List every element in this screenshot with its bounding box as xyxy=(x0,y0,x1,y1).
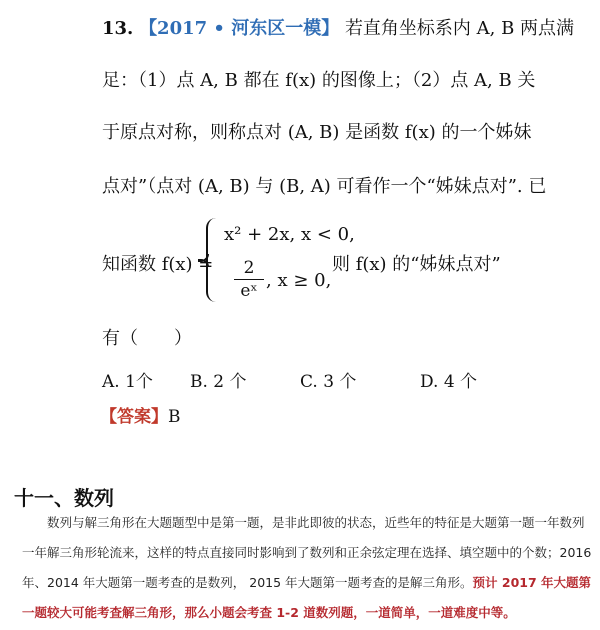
problem-line-6: 有（ ） xyxy=(102,328,192,349)
option-d: D. 4 个 xyxy=(420,372,478,392)
paragraph-highlight-text: 预计 2017 年大题第一题较大可能考查解三角形，那么小题会考查 1-2 道数列题，一道简单，一道难度中等。 xyxy=(22,575,592,620)
piecewise-case-1: x² + 2x, x < 0, xyxy=(224,224,355,245)
fraction-denominator: eˣ xyxy=(240,281,258,301)
section-title: 十一、数列 xyxy=(14,486,114,510)
fraction-bar xyxy=(234,279,264,280)
fraction-numerator: 2 xyxy=(243,258,255,278)
question-number: 13. xyxy=(102,18,134,39)
piecewise-fraction xyxy=(232,258,266,301)
paragraph-normal-text: 数列与解三角形在大题题型中是第一题，是非此即彼的状态，近些年的特征是大题第一题一年数列一年解三角形轮流来，这样的特点直接同时影响到了数列和正余弦定理在选择、填空题中的个数；2016 年、2014 年大题第一题考查的是数列， 2015 年大题第一题考查的是解三角形。 xyxy=(22,515,592,590)
option-b: B. 2 个 xyxy=(190,372,247,392)
answer-value: B xyxy=(168,407,181,427)
function-suffix: 则 f(x) 的“姊妹点对” xyxy=(332,254,501,275)
piecewise-brace xyxy=(206,218,220,302)
question-source: 【2017 • 河东区一模】 xyxy=(139,18,340,39)
problem-line-1 xyxy=(102,14,574,40)
answer xyxy=(100,402,181,427)
option-c: C. 3 个 xyxy=(300,372,357,392)
problem-line-3: 于原点对称，则称点对 (A, B) 是函数 f(x) 的一个姊妹 xyxy=(102,122,532,143)
problem-line-2: 足：（1）点 A, B 都在 f(x) 的图像上；（2）点 A, B 关 xyxy=(102,70,536,91)
section-paragraph xyxy=(22,508,594,628)
option-a: A. 1个 xyxy=(102,372,153,392)
piecewise-case-2-condition: , x ≥ 0, xyxy=(266,270,332,291)
answer-tag: 【答案】 xyxy=(100,407,168,427)
problem-text-1: 若直角坐标系内 A, B 两点满 xyxy=(344,18,575,39)
problem-line-4: 点对”（点对 (A, B) 与 (B, A) 可看作一个“姊妹点对”. 已 xyxy=(102,176,547,197)
function-prefix: 知函数 f(x) = xyxy=(102,254,214,275)
